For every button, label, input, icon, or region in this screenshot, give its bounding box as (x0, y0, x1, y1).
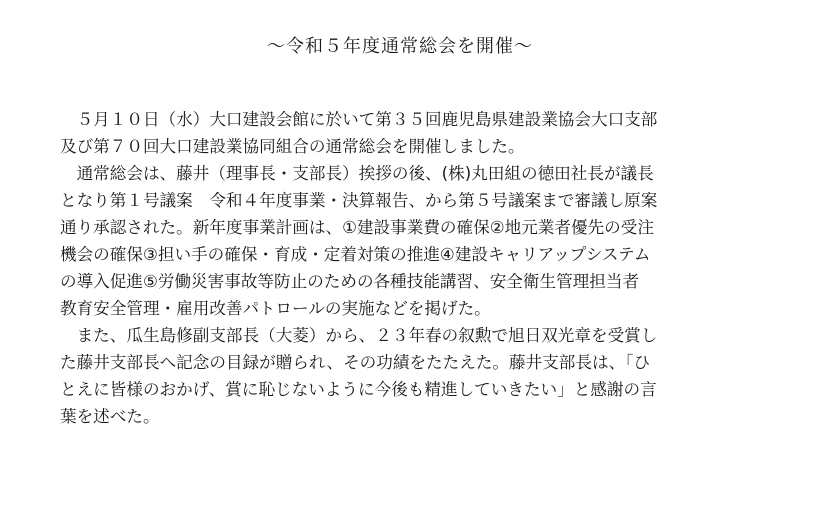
body-line: た藤井支部長へ記念の目録が贈られ、その功績をたたえた。藤井支部長は、「ひ (60, 353, 651, 372)
body-line: 及び第７０回大口建設業協同組合の通常総会を開催しました。 (60, 137, 525, 156)
article-body (60, 106, 780, 430)
body-line: また、瓜生島修副支部長（大菱）から、２３年春の叙勲で旭日双光章を受賞し (60, 326, 658, 345)
body-line: とえに皆様のおかげ、賞に恥じないように今後も精進していきたい」と感謝の言 (60, 380, 657, 399)
body-line: 機会の確保③担い手の確保・育成・定着対策の推進④建設キャリアップシステム (60, 245, 651, 264)
article-title: ～令和５年度通常総会を開催～ (267, 36, 533, 57)
body-line: 通常総会は、藤井（理事長・支部長）挨拶の後、(株)丸田組の徳田社長が議長 (60, 164, 654, 183)
body-line: となり第１号議案 令和４年度事業・決算報告、から第５号議案まで審議し原案 (60, 191, 658, 210)
body-line: 通り承認された。新年度事業計画は、①建設事業費の確保②地元業者優先の受注 (60, 218, 654, 237)
body-line: 葉を述べた。 (60, 407, 160, 426)
body-line: ５月１０日（水）大口建設会館に於いて第３５回鹿児島県建設業協会大口支部 (60, 110, 658, 129)
body-line: 教育安全管理・雇用改善パトロールの実施などを掲げた。 (60, 299, 491, 318)
body-line: の導入促進⑤労働災害事故等防止のための各種技能講習、安全衛生管理担当者 (60, 272, 640, 291)
